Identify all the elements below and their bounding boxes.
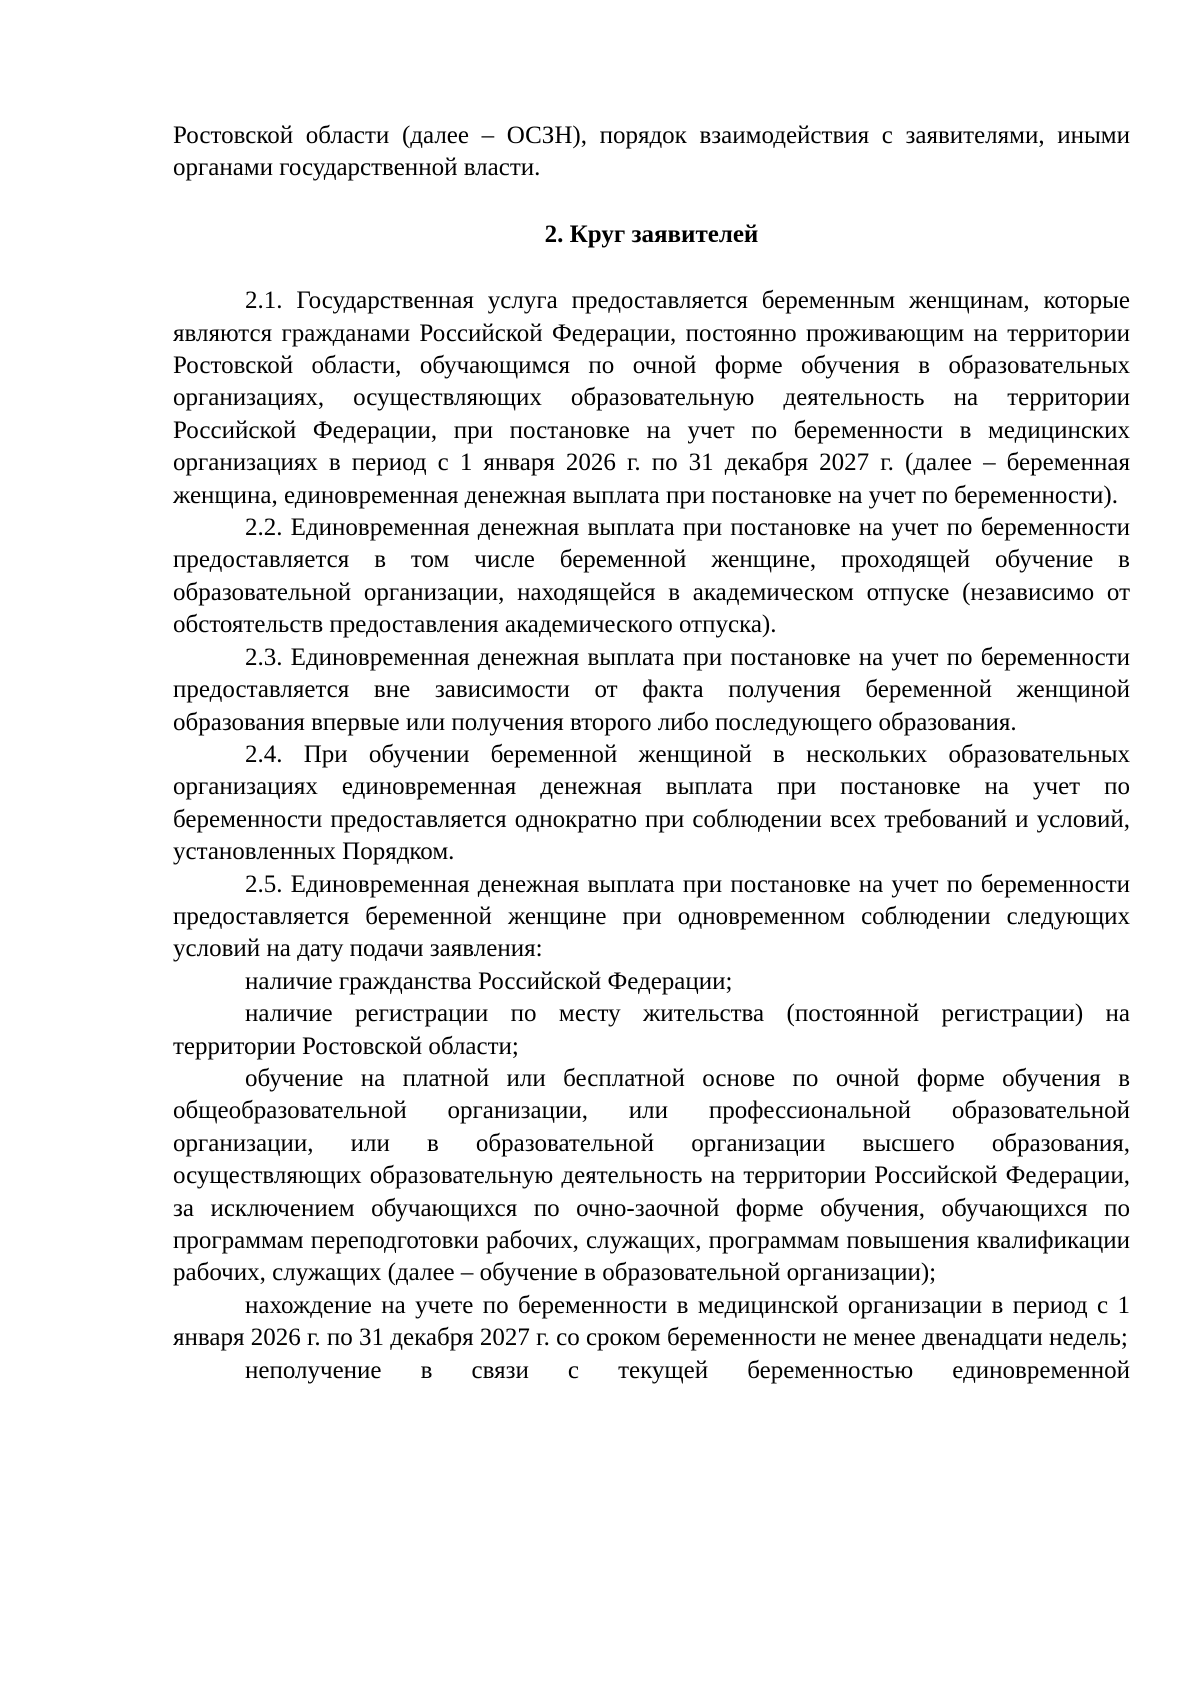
condition-non-receipt: неполучение в связи с текущей беременностью единовременной [245, 1356, 1130, 1384]
paragraph-2-2: 2.2. Единовременная денежная выплата при постановке на учет по беременности предоставляется в том числе беременной женщине, проходящей обучение в образовательной организации, находящейся в академическом отпуске (независимо от обстоятельств предоставления академического отпуска). [173, 514, 1130, 639]
continuation-paragraph: Ростовской области (далее – ОСЗН), порядок взаимодействия с заявителями, иными органами государственной власти. [173, 122, 1130, 182]
document-body [173, 120, 1130, 1387]
paragraph-2-4: 2.4. При обучении беременной женщиной в нескольких образовательных организациях единовременная денежная выплата при постановке на учет по беременности предоставляется однократно при соблюдении всех требований и условий, установленных Порядком. [173, 740, 1130, 866]
paragraph-2-5: 2.5. Единовременная денежная выплата при постановке на учет по беременности предоставляется беременной женщине при одновременном соблюдении следующих условий на дату подачи заявления: [173, 870, 1130, 963]
condition-registration: наличие регистрации по месту жительства (постоянной регистрации) на территории Ростовской области; [173, 1000, 1130, 1060]
section-heading: 2. Круг заявителей [544, 220, 759, 248]
condition-pregnancy-registration: нахождение на учете по беременности в медицинской организации в период с 1 января 2026 г. по 31 декабря 2027 г. со сроком беременности не менее двенадцати недель; [173, 1291, 1130, 1352]
paragraph-2-3: 2.3. Единовременная денежная выплата при постановке на учет по беременности предоставляется вне зависимости от факта получения беременной женщиной образования впервые или получения второго либо последующего образования. [173, 643, 1130, 736]
paragraph-2-1: 2.1. Государственная услуга предоставляется беременным женщинам, которые являются гражданами Российской Федерации, постоянно проживающим на территории Ростовской области, обучающимся по очной форме обучения в образовательных организациях, осуществляющих образовательную деятельность на территории Российской Федерации, при постановке на учет по беременности в медицинских организациях в период с 1 января 2026 г. по 31 декабря 2027 г. (далее – беременная женщина, единовременная денежная выплата при постановке на учет по беременности). [173, 287, 1130, 509]
condition-citizenship: наличие гражданства Российской Федерации; [245, 967, 733, 995]
condition-education: обучение на платной или бесплатной основе по очной форме обучения в общеобразовательной организации, или профессиональной образовательной организации, или в образовательной организации высшего образования, осуществляющих образовательную деятельность на территории Российской Федерации, за исключением обучающихся по очно-заочной форме обучения, обучающихся по программам переподготовки рабочих, служащих, программам повышения квалификации рабочих, служащих (далее – обучение в образовательной организации); [173, 1064, 1130, 1287]
